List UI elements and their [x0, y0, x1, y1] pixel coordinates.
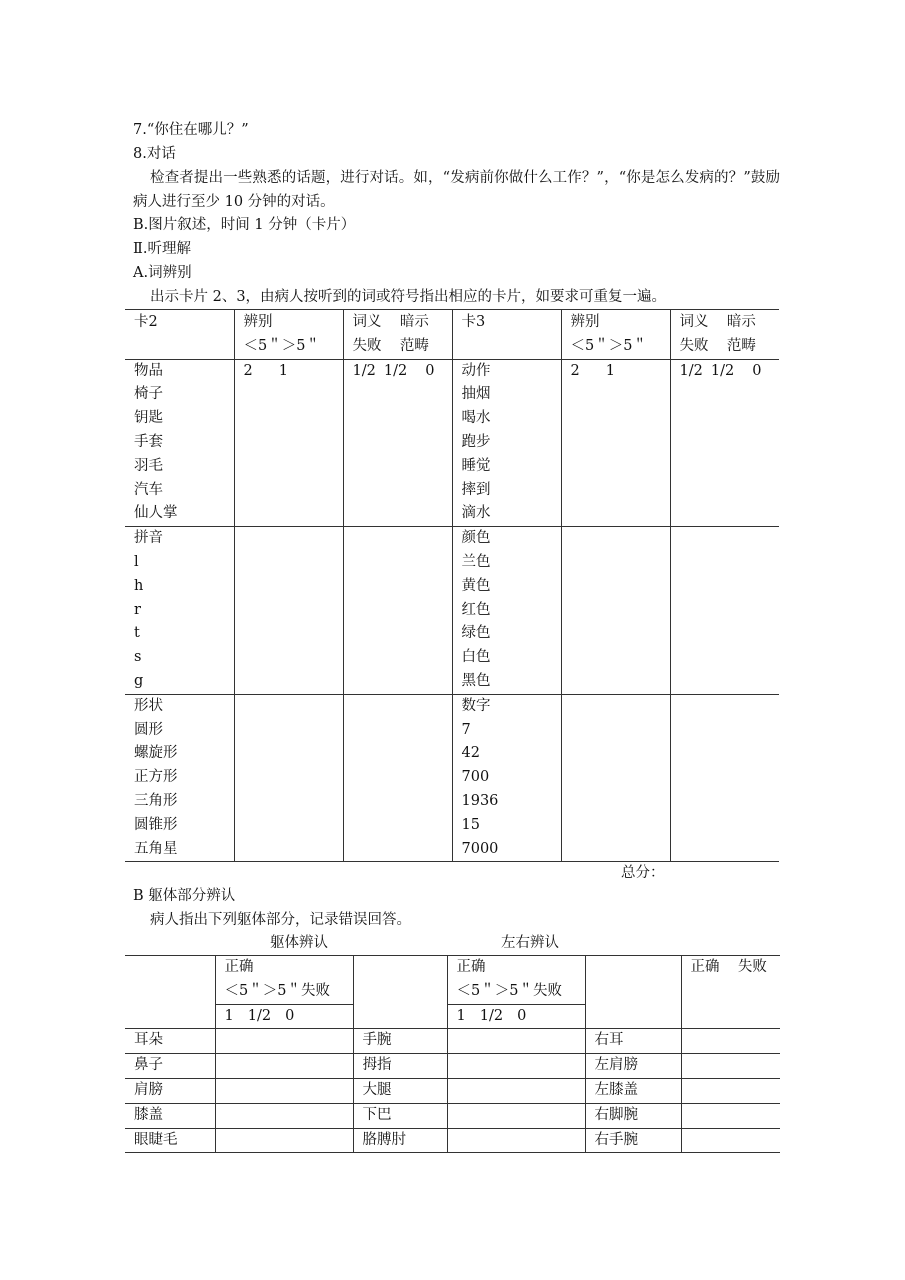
- body-part-cell: [585, 1078, 681, 1103]
- empty-cell: [670, 551, 779, 694]
- body-correct-header: [447, 956, 585, 1005]
- score-value: 1/2: [710, 362, 735, 379]
- blank-cell: [353, 956, 447, 1029]
- meaning-cue-label: 词义 暗示: [679, 314, 756, 330]
- blank-cell: [125, 956, 215, 1029]
- left-items-cell: [125, 551, 234, 694]
- table-row: [125, 1128, 780, 1153]
- score-value: 1/2: [479, 1007, 504, 1024]
- empty-cell: [670, 383, 779, 526]
- list-item: t: [134, 625, 140, 642]
- score-value: 2: [243, 362, 253, 379]
- picture-narration: B.图片叙述，时间 1 分钟（卡片）: [133, 217, 356, 233]
- body-part-cell: [125, 1029, 215, 1054]
- discrim-header-right: [561, 310, 670, 360]
- card3-label: 卡3: [461, 314, 486, 330]
- list-item: 15: [461, 816, 480, 833]
- list-item: 滴水: [461, 505, 491, 522]
- body-part-label: 胳膊肘: [362, 1131, 406, 1148]
- empty-cell: [561, 551, 670, 694]
- list-item: 700: [461, 769, 490, 786]
- empty-cell: [447, 1054, 585, 1079]
- list-item: 抽烟: [461, 386, 491, 403]
- meaning-header-left: [343, 310, 452, 360]
- empty-cell: [447, 1078, 585, 1103]
- score-value: 0: [752, 362, 762, 379]
- group-label: 物品: [134, 362, 163, 379]
- time-fail-label: ＜5＂＞5＂失败: [224, 982, 330, 999]
- list-item: l: [134, 553, 139, 570]
- score-value: 1: [224, 1007, 234, 1024]
- body-part-cell: [353, 1103, 447, 1128]
- body-part-cell: [125, 1054, 215, 1079]
- body-score-cell: [447, 1004, 585, 1029]
- meaning-cue-label: 词义 暗示: [352, 314, 429, 330]
- list-item: g: [134, 672, 144, 689]
- body-part-cell: [353, 1054, 447, 1079]
- body-part-cell: [585, 1103, 681, 1128]
- table-row: [125, 1029, 780, 1054]
- list-item: 螺旋形: [134, 745, 178, 762]
- list-item: 黑色: [461, 672, 491, 689]
- correct-fail-label: 正确 失败: [690, 959, 767, 975]
- score-row: [125, 359, 779, 383]
- table-row: [125, 1103, 780, 1128]
- correct-label: 正确: [456, 959, 486, 975]
- body-part-cell: [353, 1029, 447, 1054]
- group-header-row: [125, 527, 779, 551]
- question-8: 8.对话: [133, 146, 176, 162]
- score-value: 1/2: [247, 1007, 272, 1024]
- score-value: 1/2: [679, 362, 703, 379]
- right-items-cell: [452, 719, 561, 862]
- right-items-cell: [452, 383, 561, 526]
- list-item: 红色: [461, 601, 491, 618]
- table-header-row: [125, 310, 779, 360]
- body-part-cell: [125, 1128, 215, 1153]
- score-value: 1/2: [383, 362, 408, 379]
- lr-ident-label: 左右辨认: [501, 935, 559, 951]
- empty-cell: [343, 527, 452, 551]
- body-part-label: 膝盖: [134, 1106, 163, 1123]
- score-value: 1/2: [352, 362, 376, 379]
- score-other-right: [670, 359, 779, 383]
- score-value: 0: [285, 1007, 295, 1024]
- score-value: 0: [425, 362, 435, 379]
- group-label: 拼音: [134, 530, 163, 547]
- empty-cell: [234, 551, 343, 694]
- card2-header: [125, 310, 234, 360]
- list-item: s: [134, 649, 142, 666]
- lr-correct-fail-header: [681, 956, 780, 1029]
- fail-hint-label: 失败 范畴: [679, 337, 756, 354]
- empty-cell: [561, 527, 670, 551]
- empty-cell: [343, 719, 452, 862]
- list-item: r: [134, 601, 141, 618]
- empty-cell: [215, 1029, 353, 1054]
- list-item: 圆形: [134, 721, 163, 738]
- body-part-cell: [585, 1029, 681, 1054]
- empty-cell: [681, 1054, 780, 1079]
- empty-cell: [681, 1029, 780, 1054]
- blank-cell: [585, 956, 681, 1029]
- list-item: 兰色: [461, 553, 491, 570]
- time-cols-label: ＜5＂＞5＂: [243, 337, 320, 354]
- group-header-cell: [125, 527, 234, 551]
- empty-cell: [561, 383, 670, 526]
- body-correct-header: [215, 956, 353, 1005]
- score-discrim-right: [561, 359, 670, 383]
- discrim-label: 辨别: [243, 314, 273, 330]
- body-part-label: 右耳: [594, 1032, 624, 1049]
- empty-cell: [234, 694, 343, 718]
- empty-cell: [215, 1054, 353, 1079]
- section-listening: Ⅱ.听理解: [133, 241, 191, 257]
- body-score-cell: [215, 1004, 353, 1029]
- empty-cell: [681, 1103, 780, 1128]
- body-part-table: [125, 955, 780, 1153]
- list-item: 7: [461, 721, 471, 738]
- right-items-cell: [452, 551, 561, 694]
- items-row: [125, 719, 779, 862]
- list-item: 汽车: [134, 481, 163, 498]
- subsection-word-identification: A.词辨别: [133, 265, 192, 281]
- list-item: 黄色: [461, 577, 491, 594]
- list-item: 白色: [461, 649, 491, 666]
- empty-cell: [447, 1128, 585, 1153]
- body-part-label: 手腕: [362, 1032, 392, 1049]
- list-item: 42: [461, 745, 480, 762]
- list-item: 羽毛: [134, 457, 163, 474]
- time-cols-label: ＜5＂＞5＂: [570, 337, 647, 354]
- body-part-label: 大腿: [362, 1081, 392, 1098]
- list-item: 仙人掌: [134, 505, 178, 522]
- items-row: [125, 383, 779, 526]
- body-part-label: 眼睫毛: [134, 1131, 178, 1148]
- time-fail-label: ＜5＂＞5＂失败: [456, 982, 562, 999]
- empty-cell: [670, 694, 779, 718]
- body-part-label: 耳朵: [134, 1032, 163, 1049]
- empty-cell: [447, 1103, 585, 1128]
- empty-cell: [670, 527, 779, 551]
- score-discrim-left: [234, 359, 343, 383]
- empty-cell: [215, 1078, 353, 1103]
- body-part-label: 鼻子: [134, 1057, 163, 1074]
- body-part-label: 左肩膀: [594, 1057, 638, 1074]
- list-item: h: [134, 577, 144, 594]
- discrim-header-left: [234, 310, 343, 360]
- body-part-cell: [125, 1078, 215, 1103]
- meaning-header-right: [670, 310, 779, 360]
- score-value: 0: [517, 1007, 527, 1024]
- list-item: 五角星: [134, 840, 178, 857]
- body-part-label: 肩膀: [134, 1081, 163, 1098]
- body-part-label: 右脚腕: [594, 1106, 638, 1123]
- empty-cell: [234, 719, 343, 862]
- group-label: 数字: [461, 697, 491, 714]
- body-part-label: 拇指: [362, 1057, 392, 1074]
- empty-cell: [234, 527, 343, 551]
- list-item: 睡觉: [461, 457, 491, 474]
- group-label: 动作: [461, 362, 491, 379]
- items-row: [125, 551, 779, 694]
- empty-cell: [447, 1029, 585, 1054]
- question-7: 7.“你住在哪儿？”: [133, 122, 249, 138]
- group-header-row: [125, 694, 779, 718]
- word-identification-table: [125, 309, 779, 862]
- empty-cell: [561, 694, 670, 718]
- group-label: 形状: [134, 697, 163, 714]
- empty-cell: [234, 383, 343, 526]
- body-header-row: [125, 956, 780, 1005]
- list-item: 三角形: [134, 792, 178, 809]
- list-item: 跑步: [461, 433, 491, 450]
- score-value: 1: [456, 1007, 466, 1024]
- list-item: 椅子: [134, 386, 163, 403]
- group-header-left: [125, 359, 234, 383]
- body-part-instruction: 病人指出下列躯体部分，记录错误回答。: [150, 912, 411, 928]
- discrim-label: 辨别: [570, 314, 600, 330]
- empty-cell: [215, 1103, 353, 1128]
- list-item: 手套: [134, 433, 163, 450]
- list-item: 正方形: [134, 769, 178, 786]
- score-value: 1: [605, 362, 615, 379]
- score-value: 2: [570, 362, 580, 379]
- table-row: [125, 1054, 780, 1079]
- body-part-title: B 躯体部分辨认: [133, 888, 236, 904]
- empty-cell: [681, 1128, 780, 1153]
- empty-cell: [343, 694, 452, 718]
- score-value: 1: [278, 362, 288, 379]
- body-part-label: 左膝盖: [594, 1081, 638, 1098]
- list-item: 7000: [461, 840, 499, 857]
- empty-cell: [670, 719, 779, 862]
- fail-hint-label: 失败 范畴: [352, 337, 429, 354]
- group-header-cell: [452, 694, 561, 718]
- empty-cell: [561, 719, 670, 862]
- body-part-cell: [585, 1054, 681, 1079]
- body-part-cell: [585, 1128, 681, 1153]
- body-part-cell: [353, 1078, 447, 1103]
- card3-header: [452, 310, 561, 360]
- list-item: 圆锥形: [134, 816, 178, 833]
- empty-cell: [343, 551, 452, 694]
- body-part-cell: [125, 1103, 215, 1128]
- group-header-cell: [125, 694, 234, 718]
- list-item: 摔到: [461, 481, 491, 498]
- body-part-cell: [353, 1128, 447, 1153]
- group-header-right: [452, 359, 561, 383]
- table-row: [125, 1078, 780, 1103]
- empty-cell: [215, 1128, 353, 1153]
- total-score-label: 总分：: [621, 865, 665, 881]
- dialog-paragraph: 检查者提出一些熟悉的话题，进行对话。如，“发病前你做什么工作？”，“你是怎么发病的？”鼓励病人进行至少 10 分钟的对话。: [133, 170, 780, 210]
- list-item: 1936: [461, 792, 499, 809]
- empty-cell: [343, 383, 452, 526]
- list-item: 喝水: [461, 410, 491, 427]
- instruction-text: 出示卡片 2、3，由病人按听到的词或符号指出相应的卡片，如要求可重复一遍。: [150, 289, 667, 305]
- body-ident-label: 躯体辨认: [270, 935, 328, 951]
- group-label: 颜色: [461, 530, 491, 547]
- empty-cell: [681, 1078, 780, 1103]
- body-part-label: 下巴: [362, 1106, 392, 1123]
- correct-label: 正确: [224, 959, 254, 975]
- body-part-label: 右手腕: [594, 1131, 638, 1148]
- card2-label: 卡2: [134, 314, 158, 330]
- score-other-left: [343, 359, 452, 383]
- list-item: 绿色: [461, 625, 491, 642]
- left-items-cell: [125, 719, 234, 862]
- left-items-cell: [125, 383, 234, 526]
- group-header-cell: [452, 527, 561, 551]
- list-item: 钥匙: [134, 410, 163, 427]
